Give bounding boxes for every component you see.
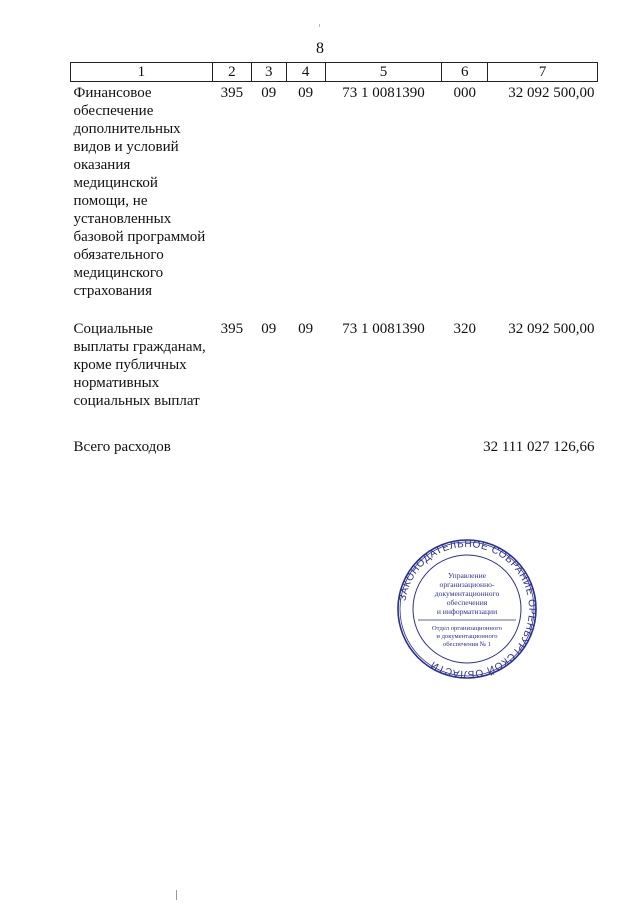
total-amount: 32 111 027 126,66 [483, 439, 595, 455]
row-code-2: 395 [220, 85, 244, 101]
row-name: Социальные выплаты гражданам, кроме публичных нормативных социальных выплат [73, 321, 206, 409]
header-cell-3: 3 [251, 63, 286, 82]
seal-line: документационного [434, 589, 500, 598]
page-number: 8 [316, 40, 324, 57]
seal-line: организационно- [439, 580, 495, 589]
official-seal-stamp [396, 538, 538, 680]
header-cell-7: 7 [488, 63, 598, 82]
seal-line: Отдел организационного [431, 625, 503, 632]
table-header-row [71, 63, 598, 82]
row-amount: 32 092 500,00 [508, 85, 595, 101]
header-cell-4: 4 [286, 63, 325, 82]
row-code-3: 09 [261, 85, 277, 101]
row-amount: 32 092 500,00 [508, 321, 595, 337]
header-cell-2: 2 [212, 63, 251, 82]
budget-table [70, 62, 598, 456]
total-row [71, 438, 598, 456]
seal-line: и информатизации [436, 607, 498, 616]
header-cell-1: 1 [71, 63, 213, 82]
scan-mark [176, 890, 177, 900]
row-code-6: 000 [453, 85, 477, 101]
header-cell-6: 6 [442, 63, 488, 82]
table-row [71, 318, 598, 410]
seal-line: обеспечения [446, 598, 488, 607]
seal-line: и документационного [436, 633, 498, 640]
scan-mark [319, 24, 320, 27]
row-spacer [71, 410, 598, 438]
seal-line: Управление [447, 571, 487, 580]
row-code-6: 320 [453, 321, 477, 337]
header-cell-5: 5 [325, 63, 442, 82]
total-label: Всего расходов [73, 439, 171, 455]
seal-line: обеспечения № 1 [442, 641, 492, 648]
row-code-3: 09 [261, 321, 277, 337]
row-code-4: 09 [298, 321, 314, 337]
table-row [71, 82, 598, 301]
seal-outer-text: ЗАКОНОДАТЕЛЬНОЕ СОБРАНИЕ ОРЕНБУРГСКОЙ ОБЛАСТИ [397, 538, 538, 680]
row-name: Финансовое обеспечение дополнительных видов и условий оказания медицинской помощи, не установленных базовой программой обязательного медицинского страхования [73, 85, 206, 299]
row-code-2: 395 [220, 321, 244, 337]
row-spacer [71, 300, 598, 318]
row-code-5: 73 1 0081390 [342, 321, 425, 337]
row-code-5: 73 1 0081390 [342, 85, 425, 101]
row-code-4: 09 [298, 85, 314, 101]
